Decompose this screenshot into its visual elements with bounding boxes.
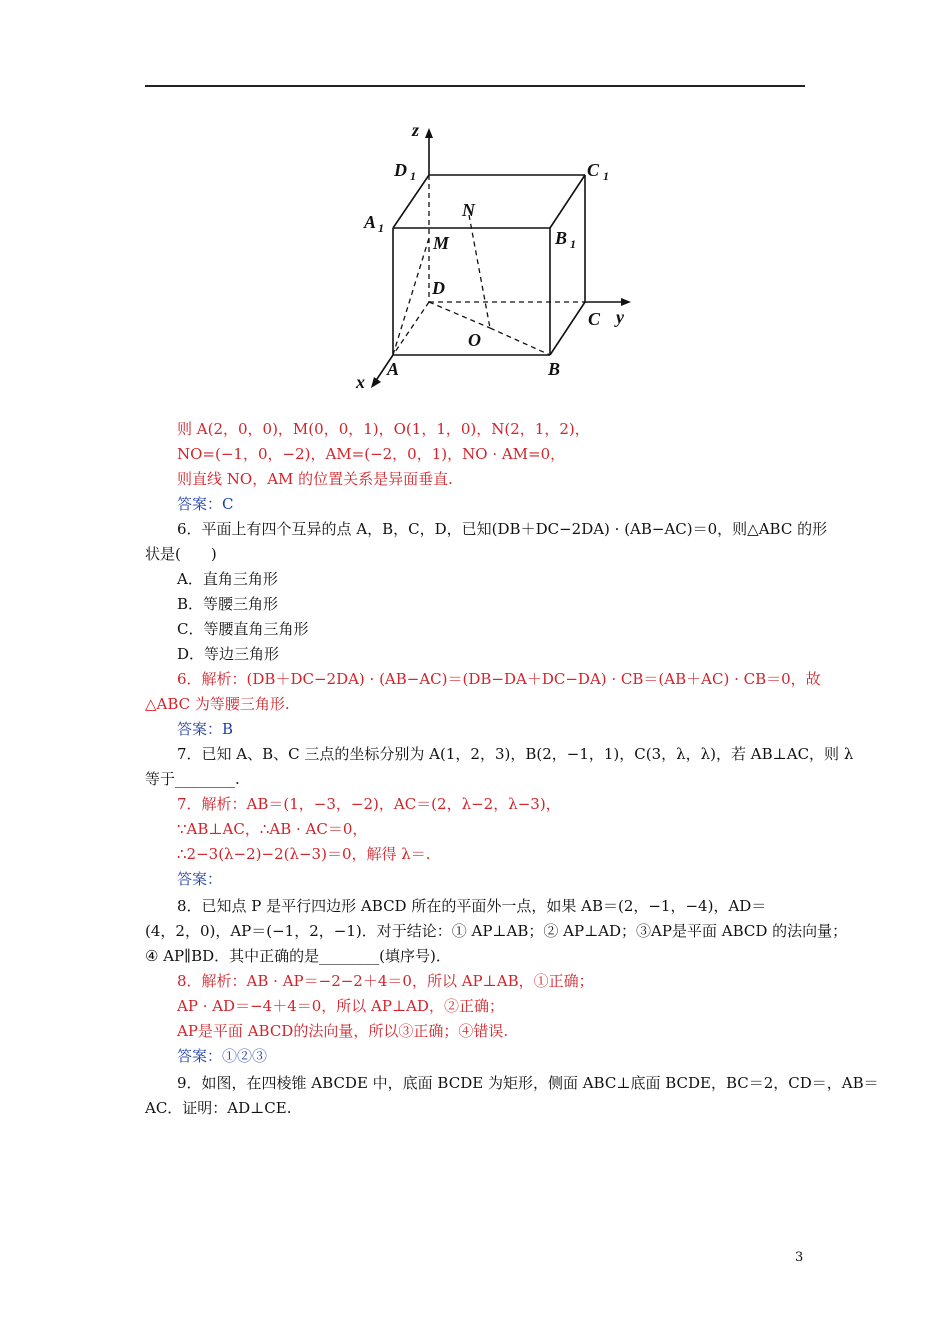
label-a: A <box>387 359 400 379</box>
question9-line2: AC．证明：AD⊥CE. <box>145 1099 292 1117</box>
segment-am <box>393 238 429 355</box>
solution6-line1 <box>177 669 821 689</box>
segment-ob <box>490 328 550 355</box>
question6-option-b: B．等腰三角形 <box>177 595 279 613</box>
cube-coordinate-figure <box>350 120 640 405</box>
solution8-line1 <box>177 971 594 991</box>
solution7-label: 7．解析： <box>177 795 247 813</box>
page-number: 3 <box>795 1250 804 1265</box>
z-arrow <box>425 128 433 138</box>
question6-option-a: A．直角三角形 <box>177 570 278 588</box>
edge-da <box>393 302 429 355</box>
solution8-line3: AP是平面 ABCD的法向量，所以③正确；④错误. <box>177 1022 509 1040</box>
solution7-line3: ∴2−3(λ−2)−2(λ−3)＝0，解得 λ＝. <box>177 845 431 863</box>
label-d1-sub: 1 <box>410 169 416 183</box>
question6-line2: 状是( ) <box>145 545 217 563</box>
question6-line1: 6．平面上有四个互异的点 A，B，C，D，已知(DB＋DC−2DA) · (AB−AC)＝0，则△ABC 的形 <box>177 520 828 538</box>
label-c1-sub: 1 <box>603 169 609 183</box>
answer8: 答案：①②③ <box>177 1047 268 1065</box>
answer7: 答案： <box>177 870 223 888</box>
solution5-vectors: NO=(−1，0，−2)，AM=(−2，0，1)，NO · AM=0， <box>177 445 566 463</box>
label-b1: B <box>555 228 568 248</box>
solution8-text: AB · AP＝−2−2＋4＝0，所以 AP⊥AB，①正确； <box>246 972 594 990</box>
question9-line1: 9．如图，在四棱锥 ABCDE 中，底面 BCDE 为矩形，侧面 ABC⊥底面 BCDE，BC＝2，CD＝，AB＝ <box>177 1074 879 1092</box>
edge-b1c1 <box>550 175 585 228</box>
edge-bc <box>550 302 585 355</box>
x-arrow <box>371 377 381 388</box>
question8-line3: ④ AP∥BD．其中正确的是________(填序号)． <box>145 947 451 965</box>
solution6-line2: △ABC 为等腰三角形. <box>145 695 290 713</box>
question8-line2: (4，2，0)，AP＝(−1，2，−1)．对于结论：① AP⊥AB；② AP⊥AD；③AP是平面 ABCD 的法向量； <box>145 922 848 940</box>
label-c1: C <box>587 160 600 180</box>
label-d: D <box>432 278 445 298</box>
question6-option-d: D．等边三角形 <box>177 645 280 663</box>
solution5-points: 则 A(2，0，0)，M(0，0，1)，O(1，1，0)，N(2，1，2)， <box>177 420 590 438</box>
y-arrow <box>621 298 631 306</box>
solution7-line2: ∵AB⊥AC，∴AB · AC＝0， <box>177 820 368 838</box>
solution5-conclusion: 则直线 NO，AM 的位置关系是异面垂直. <box>177 470 453 488</box>
question8-line1: 8．已知点 P 是平行四边形 ABCD 所在的平面外一点，如果 AB＝(2，−1，−4)，AD＝ <box>177 897 767 915</box>
solution7-line1 <box>177 794 561 814</box>
answer5: 答案：C <box>177 495 234 513</box>
solution7-text: AB＝(1，−3，−2)，AC＝(2，λ−2，λ−3)， <box>246 795 561 813</box>
label-o: O <box>468 330 481 350</box>
question7-line2: 等于________. <box>145 770 240 788</box>
question6-option-c: C．等腰直角三角形 <box>177 620 309 638</box>
segment-no <box>469 215 490 328</box>
label-x: x <box>356 372 365 392</box>
solution6-text: (DB＋DC−2DA) · (AB−AC)＝(DB−DA＋DC−DA) · CB＝(AB＋AC) · CB＝0，故 <box>246 670 821 688</box>
label-y: y <box>616 307 624 327</box>
label-b1-sub: 1 <box>570 237 576 251</box>
label-n: N <box>462 200 475 220</box>
answer6: 答案：B <box>177 720 234 738</box>
label-a1: A <box>364 212 377 232</box>
label-z: z <box>412 120 420 140</box>
segment-do <box>429 302 490 328</box>
solution6-label: 6．解析： <box>177 670 247 688</box>
label-c: C <box>588 309 601 329</box>
question7-line1: 7．已知 A、B、C 三点的坐标分别为 A(1，2，3)，B(2，−1，1)，C(3，λ，λ)，若 AB⊥AC，则 λ <box>177 745 854 763</box>
header-rule <box>145 85 805 87</box>
label-d1: D <box>394 160 407 180</box>
solution8-label: 8．解析： <box>177 972 247 990</box>
label-b: B <box>548 359 561 379</box>
label-m: M <box>433 233 450 253</box>
solution8-line2: AP · AD＝−4＋4＝0，所以 AP⊥AD，②正确； <box>177 997 504 1015</box>
label-a1-sub: 1 <box>378 221 384 235</box>
